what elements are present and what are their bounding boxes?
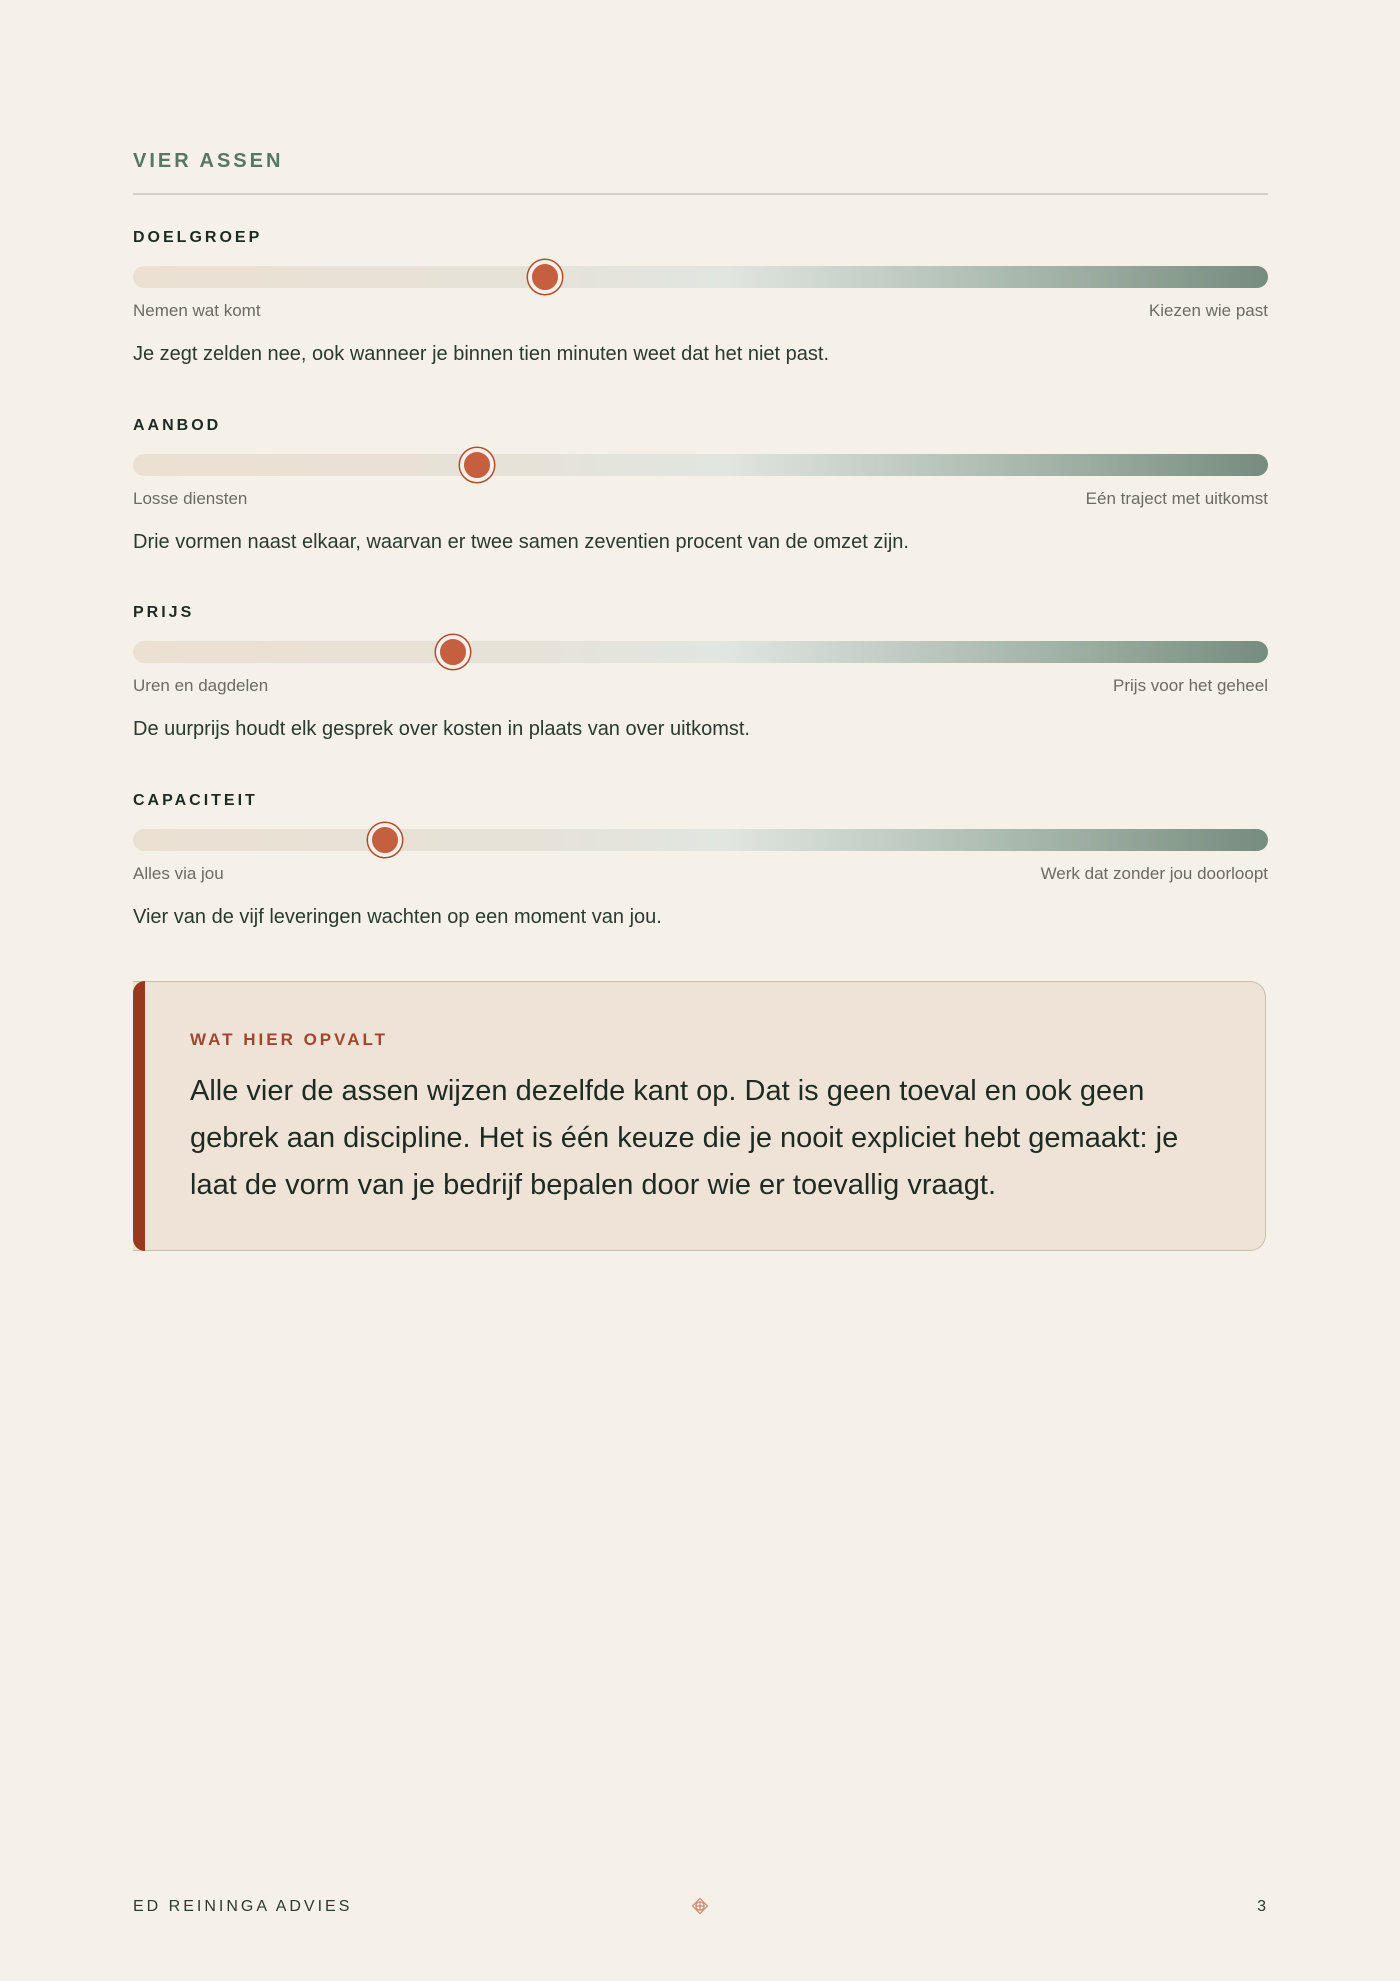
axis-description: Drie vormen naast elkaar, waarvan er twee samen zeventien procent van de omzet zijn. bbox=[133, 531, 909, 553]
axis-doelgroep bbox=[133, 229, 1268, 379]
axis-aanbod bbox=[133, 417, 1268, 567]
axis-capaciteit bbox=[133, 792, 1268, 942]
slider-track bbox=[133, 641, 1268, 663]
section-divider bbox=[133, 193, 1268, 195]
axis-description: De uurprijs houdt elk gesprek over kosten in plaats van over uitkomst. bbox=[133, 718, 750, 740]
axis-right-label: Prijs voor het geheel bbox=[1113, 676, 1268, 695]
axis-description: Vier van de vijf leveringen wachten op een moment van jou. bbox=[133, 906, 662, 928]
diamond-ornament-icon bbox=[691, 1897, 709, 1915]
axis-right-label: Eén traject met uitkomst bbox=[1085, 489, 1268, 508]
callout-accent-bar bbox=[133, 981, 145, 1251]
slider-knob[interactable] bbox=[368, 823, 402, 857]
slider-knob[interactable] bbox=[528, 260, 562, 294]
axis-description: Je zegt zelden nee, ook wanneer je binnen tien minuten weet dat het niet past. bbox=[133, 343, 830, 365]
axis-prijs bbox=[133, 604, 1268, 754]
section-title: VIER ASSEN bbox=[133, 150, 284, 172]
axis-label: DOELGROEP bbox=[133, 229, 263, 246]
callout-heading: WAT HIER OPVALT bbox=[190, 1030, 388, 1049]
slider-knob[interactable] bbox=[460, 448, 494, 482]
slider-track bbox=[133, 454, 1268, 476]
axis-left-label: Nemen wat komt bbox=[133, 301, 261, 320]
callout-body: Alle vier de assen wijzen dezelfde kant op. Dat is geen toeval en ook geen gebrek aan discipline. Het is één keuze die je nooit expliciet hebt gemaakt: je laat de vorm van je bedrijf bepalen door wie er toevallig vraagt. bbox=[190, 1075, 1179, 1201]
axis-right-label: Kiezen wie past bbox=[1148, 301, 1268, 320]
axis-left-label: Losse diensten bbox=[133, 489, 248, 508]
slider-knob[interactable] bbox=[436, 635, 470, 669]
slider-track bbox=[133, 829, 1268, 851]
axis-right-label: Werk dat zonder jou doorloopt bbox=[1040, 864, 1268, 883]
page-number: 3 bbox=[1257, 1898, 1266, 1915]
footer-brand: ED REININGA ADVIES bbox=[133, 1898, 353, 1915]
axis-left-label: Uren en dagdelen bbox=[133, 676, 269, 695]
axis-label: AANBOD bbox=[133, 417, 222, 434]
axis-label: PRIJS bbox=[133, 604, 195, 621]
slider-track bbox=[133, 266, 1268, 288]
axis-label: CAPACITEIT bbox=[133, 792, 258, 809]
axis-left-label: Alles via jou bbox=[133, 864, 224, 883]
